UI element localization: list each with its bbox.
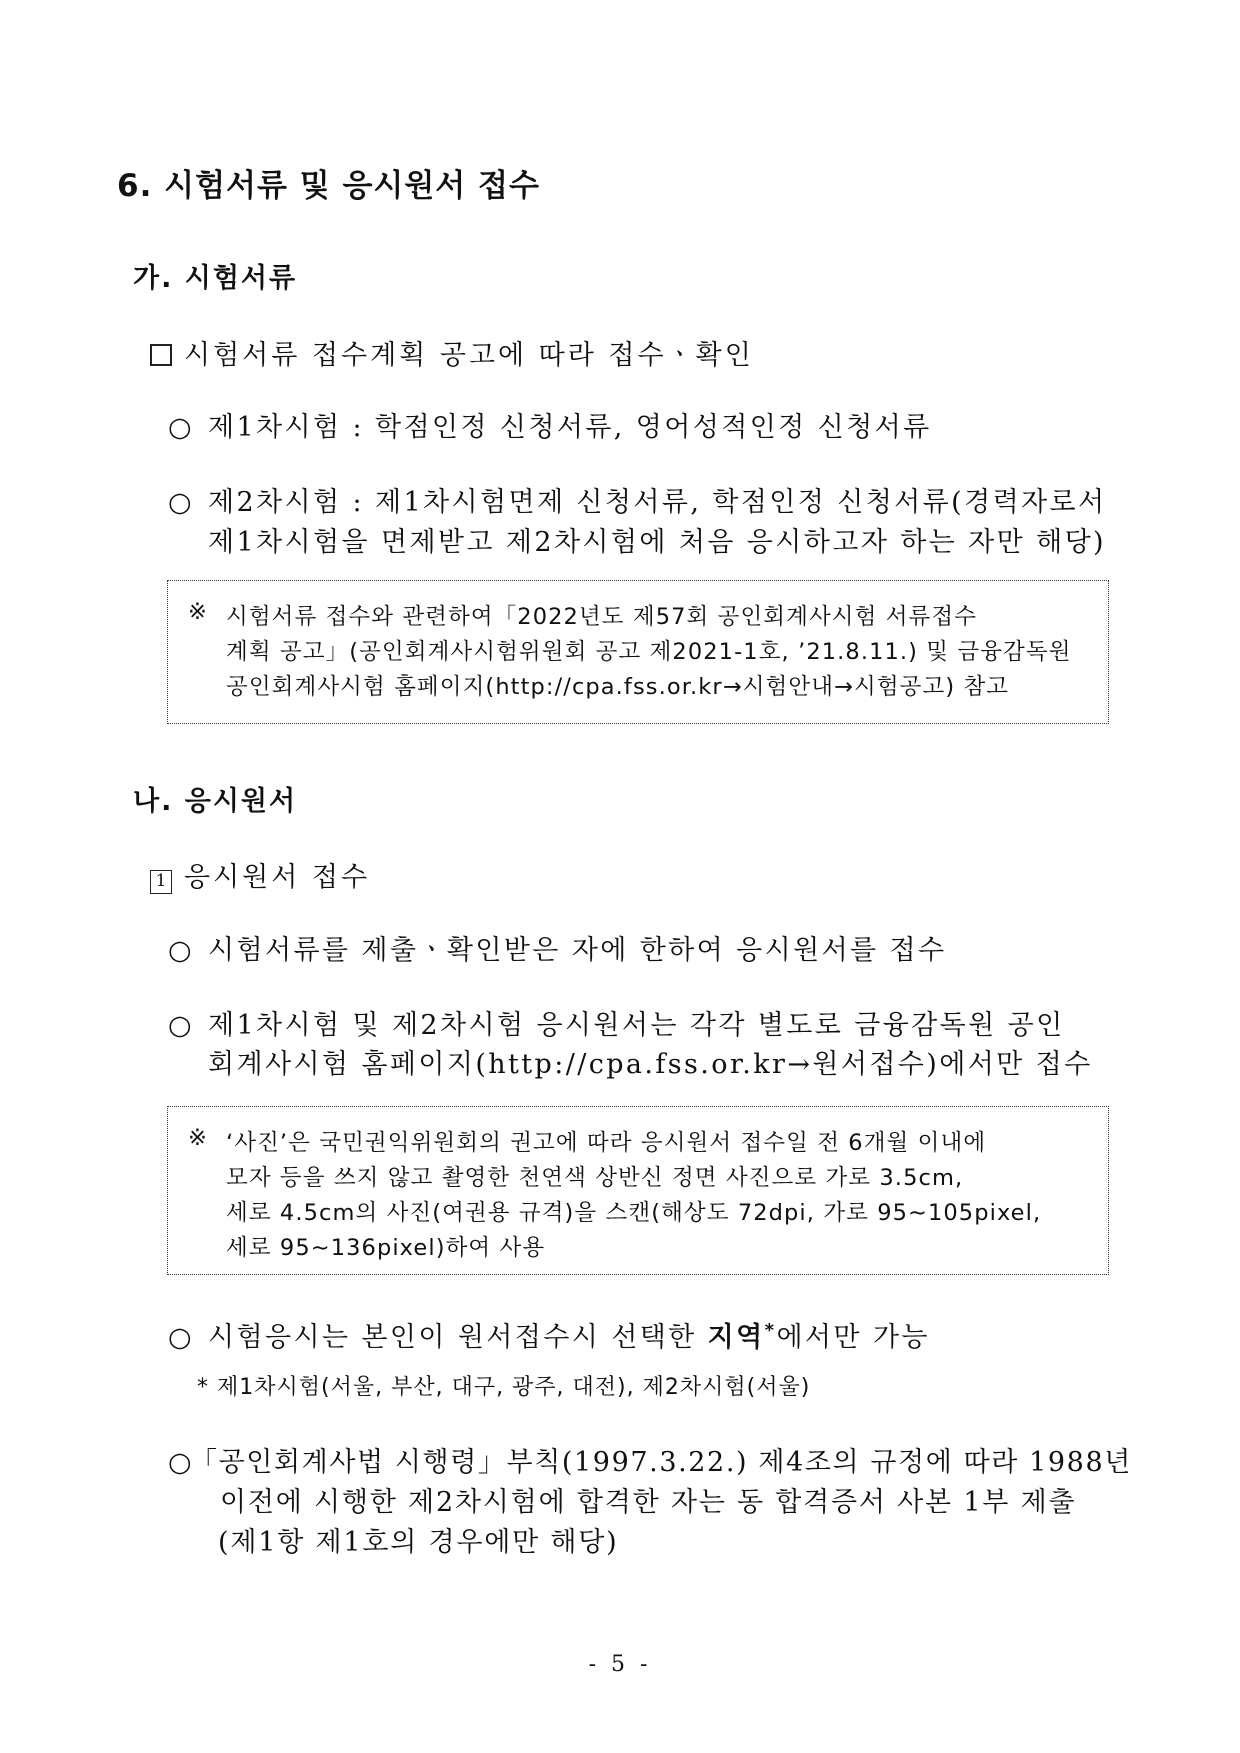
note-box [167,1106,1109,1275]
numbered-box-icon: 1 [150,870,172,894]
bullet-item [168,405,932,444]
bullet-item [168,480,1107,519]
bullet-item [168,1315,930,1354]
circle-bullet-icon: ○ [168,935,192,966]
bullet-text: 제2차시험 : 제1차시험면제 신청서류, 학점인정 신청서류(경력자로서 [208,487,1107,518]
bullet-item [168,1003,1065,1042]
bullet-text-continued: 회계사시험 홈페이지(http://cpa.fss.or.kr→원서접수)에서만 접수 [208,1049,1093,1080]
circle-bullet-icon: ○ [168,487,192,518]
note-line: 공인회계사시험 홈페이지(http://cpa.fss.or.kr→시험안내→시험공고) 참고 [226,674,1010,700]
note-line: 계획 공고」(공인회계사시험위원회 공고 제2021-1호, ’21.8.11.) 및 금융감독원 [226,639,1072,665]
circle-bullet-icon: ○ [168,1322,192,1353]
note-line: 세로 4.5cm의 사진(여권용 규격)을 스캔(해상도 72dpi, 가로 95∼105pixel, [226,1200,1042,1226]
emphasis-region: 지역 [707,1322,765,1353]
checkbox-square-icon [150,344,172,366]
circle-bullet-icon: ○ [168,1447,192,1478]
note-line: 모자 등을 쓰지 않고 촬영한 천연색 상반신 정면 사진으로 가로 3.5cm, [226,1165,964,1191]
bullet-text-continued: 제1차시험을 면제받고 제2차시험에 처음 응시하고자 하는 자만 해당) [208,527,1106,558]
note-box [167,580,1109,724]
bullet-text-continued: (제1항 제1호의 경우에만 해당) [218,1527,619,1558]
bullet-text: 시험서류를 제출ㆍ확인받은 자에 한하여 응시원서를 접수 [208,935,947,966]
bullet-text: 제1차시험 : 학점인정 신청서류, 영어성적인정 신청서류 [208,412,932,443]
page-number: - 5 - [588,1652,652,1677]
footnote-text: * 제1차시험(서울, 부산, 대구, 광주, 대전), 제2차시험(서울) [197,1375,811,1400]
section-b-title: 나. 응시원서 [133,786,298,817]
section-a-title: 가. 시험서류 [133,263,298,294]
circle-bullet-icon: ○ [168,412,192,443]
section-a-item-label: 시험서류 접수계획 공고에 따라 접수ㆍ확인 [184,340,754,371]
bullet-text-continued: 이전에 시행한 제2차시험에 합격한 자는 동 합격증서 사본 1부 제출 [220,1487,1077,1518]
bullet-item [168,1440,1132,1479]
circle-bullet-icon: ○ [168,1010,192,1041]
page-heading: 6. 시험서류 및 응시원서 접수 [117,168,540,204]
section-b-item-label: 응시원서 접수 [184,862,371,893]
bullet-text: 제1차시험 및 제2차시험 응시원서는 각각 별도로 금융감독원 공인 [208,1010,1065,1041]
bullet-item [168,928,946,967]
section-a-item [150,333,754,372]
bullet-text: 에서만 가능 [776,1322,930,1353]
bullet-text: 시험응시는 본인이 원서접수시 선택한 [208,1322,708,1353]
note-line: 시험서류 접수와 관련하여「2022년도 제57회 공인회계사시험 서류접수 [226,604,978,630]
note-line: 세로 95∼136pixel)하여 사용 [226,1235,546,1261]
footnote-mark: * [764,1320,777,1341]
note-marker-icon: ※ [188,1125,208,1151]
section-b-item [150,855,370,894]
bullet-text: 「공인회계사법 시행령」부칙(1997.3.22.) 제4조의 규정에 따라 1988년 [190,1447,1132,1478]
note-line: ‘사진’은 국민권익위원회의 권고에 따라 응시원서 접수일 전 6개월 이내에 [226,1130,987,1156]
note-marker-icon: ※ [188,599,208,625]
